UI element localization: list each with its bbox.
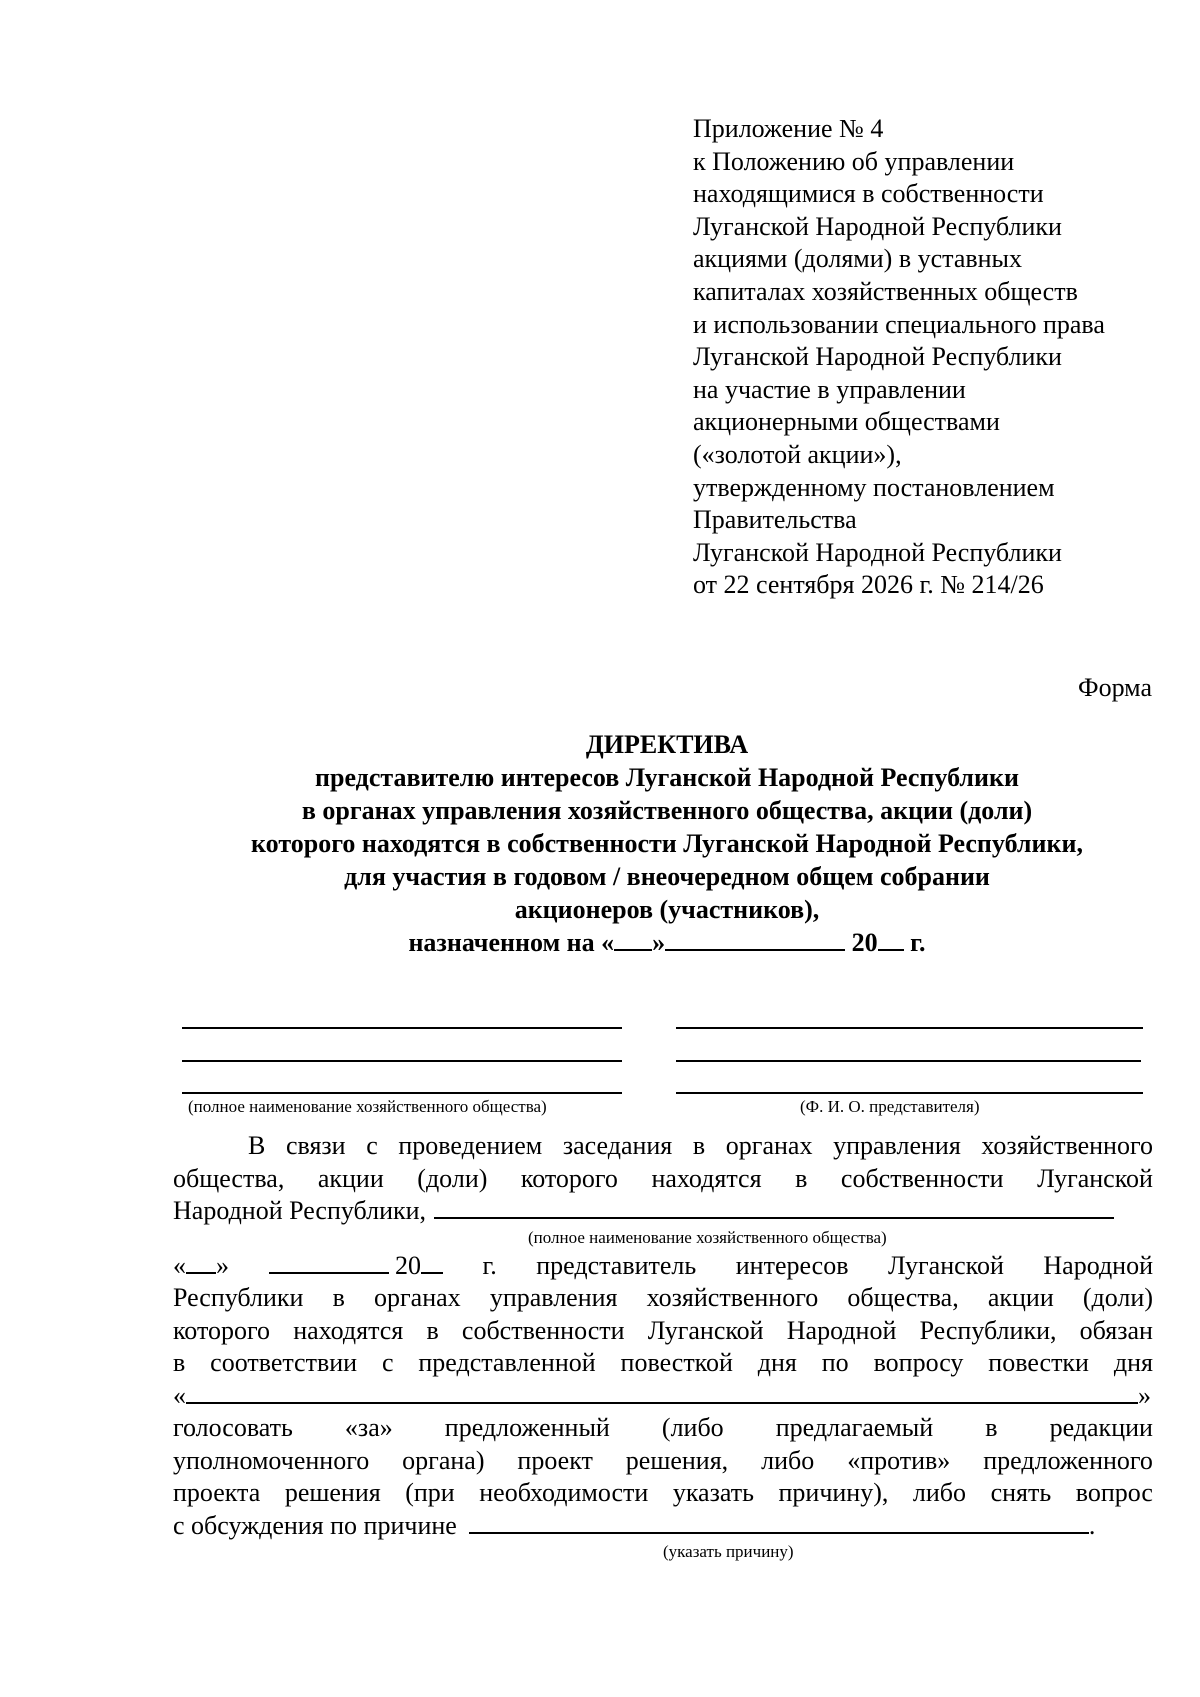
- date-day-blank[interactable]: [614, 927, 652, 951]
- body-word: находятся: [293, 1315, 404, 1345]
- body-word: предложенного: [983, 1445, 1153, 1475]
- appendix-line: к Положению об управлении: [693, 146, 1015, 176]
- body-word: либо: [912, 1478, 967, 1507]
- company-name-line-1[interactable]: [182, 1027, 622, 1029]
- body-word: акции: [317, 1163, 384, 1193]
- date-prefix: назначенном на «: [408, 928, 615, 957]
- title-line-6: [0, 926, 1200, 959]
- body-text-segment: с обсуждения по причине: [173, 1510, 457, 1540]
- agenda-open-quote: «: [173, 1380, 186, 1410]
- body-word: предлагаемый: [775, 1413, 934, 1442]
- body-word: необходимости: [479, 1478, 649, 1507]
- company-name-line-2[interactable]: [182, 1060, 622, 1062]
- year-blank[interactable]: [421, 1250, 443, 1274]
- form-label: Форма: [1078, 673, 1152, 702]
- appendix-line: Луганской Народной Республики: [693, 211, 1062, 241]
- body-line: [173, 1195, 1153, 1228]
- appendix-line: утвержденному постановлением: [693, 472, 1055, 502]
- body-word: с: [366, 1131, 378, 1160]
- caption-reason: (указать причину): [663, 1542, 794, 1561]
- body-word: в: [173, 1348, 186, 1377]
- body-word: г.: [482, 1250, 497, 1280]
- body-paragraphs: [173, 1130, 1153, 1564]
- body-word: Республики: [173, 1283, 304, 1312]
- body-word: проекта: [173, 1478, 261, 1507]
- body-line: [173, 1315, 1153, 1348]
- body-word: Луганской: [647, 1315, 764, 1345]
- body-word: указать: [672, 1478, 754, 1507]
- body-line: [173, 1130, 1153, 1163]
- title-line-4: для участия в годовом / внеочередном общем собрании: [344, 862, 990, 891]
- body-line: [173, 1347, 1153, 1380]
- body-word: соответствии: [210, 1348, 358, 1377]
- date-month-blank[interactable]: [665, 927, 845, 951]
- body-word: проведением: [398, 1131, 543, 1160]
- date-mid: »: [652, 928, 666, 957]
- appendix-line: капиталах хозяйственных обществ: [693, 276, 1078, 306]
- date-month-year: 20: [269, 1250, 444, 1283]
- body-word: (доли): [1082, 1283, 1153, 1312]
- body-word: предложенный: [444, 1413, 610, 1442]
- reason-blank[interactable]: [469, 1510, 1089, 1534]
- caption-company-name: (полное наименование хозяйственного общества): [188, 1097, 547, 1116]
- body-word: интересов: [735, 1250, 849, 1280]
- body-line: [173, 1412, 1153, 1445]
- appendix-line: и использовании специального права: [693, 309, 1105, 339]
- body-word: которого: [520, 1163, 618, 1193]
- body-line: [173, 1282, 1153, 1315]
- body-word: Луганской: [1037, 1163, 1153, 1193]
- body-word: которого: [173, 1315, 271, 1345]
- date-year: 20: [851, 928, 878, 957]
- body-text-segment: Народной Республики,: [173, 1196, 427, 1225]
- body-word: редакции: [1049, 1413, 1153, 1442]
- body-word: в: [795, 1163, 808, 1193]
- body-line: [173, 1163, 1153, 1196]
- body-word: Луганской: [888, 1250, 1004, 1280]
- body-word: управления: [833, 1131, 961, 1160]
- title-heading: ДИРЕКТИВА: [585, 730, 749, 759]
- body-word: общества,: [847, 1283, 959, 1312]
- day-blank[interactable]: [186, 1250, 216, 1274]
- body-word: (либо: [661, 1413, 724, 1442]
- date-year-blank[interactable]: [878, 927, 904, 951]
- body-word: повесткой: [620, 1348, 733, 1377]
- appendix-header: [693, 113, 1105, 602]
- date-suffix: г.: [910, 928, 926, 957]
- body-word: органах: [374, 1283, 461, 1312]
- representative-name-line-2[interactable]: [676, 1060, 1141, 1062]
- body-line: [173, 1380, 1153, 1413]
- title-line-5: акционеров (участников),: [514, 895, 820, 924]
- body-word: причину),: [778, 1478, 889, 1507]
- body-word: находятся: [651, 1163, 762, 1193]
- body-word: вопросу: [873, 1348, 964, 1377]
- directive-title: [0, 728, 1200, 959]
- body-word: хозяйственного: [981, 1131, 1153, 1160]
- appendix-line: Приложение № 4: [693, 114, 884, 143]
- body-word: собственности: [840, 1163, 1004, 1193]
- body-text-segment: .: [1088, 1510, 1096, 1540]
- appendix-line: Луганской Народной Республики: [693, 342, 1062, 372]
- appendix-line: акционерными обществами: [693, 407, 1000, 437]
- company-name-line-3[interactable]: [182, 1092, 622, 1094]
- agenda-close-quote: »: [1138, 1380, 1151, 1410]
- representative-name-line-3[interactable]: [676, 1092, 1143, 1094]
- agenda-question-blank[interactable]: [186, 1380, 1138, 1404]
- body-word: Республики,: [919, 1315, 1057, 1345]
- body-word: собственности: [461, 1315, 625, 1345]
- body-word: в: [426, 1315, 439, 1345]
- body-word: по: [821, 1348, 849, 1377]
- body-word: «против»: [847, 1445, 951, 1475]
- body-word: с: [381, 1348, 394, 1377]
- body-word: либо: [761, 1445, 815, 1475]
- body-word: «за»: [344, 1413, 393, 1442]
- body-word: хозяйственного: [646, 1283, 819, 1312]
- body-word: вопрос: [1075, 1478, 1153, 1507]
- appendix-line: на участие в управлении: [693, 374, 966, 404]
- body-line: [173, 1445, 1153, 1478]
- body-word: органа): [402, 1445, 485, 1475]
- appendix-line: («золотой акции»),: [693, 439, 902, 469]
- appendix-line: Луганской Народной Республики: [693, 537, 1062, 567]
- body-word: связи: [285, 1131, 346, 1160]
- body-word: проект: [517, 1445, 593, 1475]
- body-line: [173, 1477, 1153, 1510]
- body-word: (при: [405, 1478, 455, 1507]
- body-word: представитель: [536, 1250, 697, 1280]
- title-line-3: которого находятся в собственности Луганской Народной Республики,: [251, 829, 1083, 858]
- body-word: снять: [990, 1478, 1052, 1507]
- body-line: [173, 1510, 1153, 1543]
- body-word: голосовать: [173, 1413, 293, 1442]
- title-line-2: в органах управления хозяйственного общества, акции (доли): [301, 796, 1033, 825]
- body-word: в: [985, 1413, 998, 1442]
- date-open-quote: « »: [173, 1250, 229, 1280]
- appendix-line: Правительства: [693, 505, 857, 535]
- body-word: общества,: [173, 1163, 285, 1193]
- caption-company-name-2: (полное наименование хозяйственного общества): [528, 1227, 887, 1247]
- body-word: акции: [987, 1283, 1054, 1312]
- company-name-blank[interactable]: [434, 1195, 1114, 1219]
- body-word: в: [692, 1131, 706, 1160]
- caption-representative: (Ф. И. О. представителя): [800, 1097, 980, 1116]
- title-line-1: представителю интересов Луганской Народной Республики: [315, 763, 1019, 792]
- body-line: [173, 1250, 1153, 1283]
- body-word: представленной: [418, 1348, 596, 1377]
- body-word: обязан: [1079, 1315, 1153, 1345]
- body-word: В: [248, 1131, 266, 1160]
- body-word: Народной: [786, 1315, 897, 1345]
- appendix-line: находящимися в собственности: [693, 179, 1044, 209]
- body-word: дня: [1113, 1348, 1153, 1377]
- body-word: Народной: [1043, 1250, 1153, 1280]
- body-word: органах: [725, 1131, 813, 1160]
- body-word: управления: [489, 1283, 618, 1312]
- representative-name-line-1[interactable]: [676, 1027, 1143, 1029]
- month-blank[interactable]: [269, 1250, 389, 1274]
- body-word: (доли): [417, 1163, 488, 1193]
- body-word: в: [332, 1283, 345, 1312]
- body-word: дня: [757, 1348, 797, 1377]
- appendix-line: акциями (долями) в уставных: [693, 244, 1023, 274]
- body-word: повестки: [988, 1348, 1089, 1377]
- body-word: заседания: [562, 1131, 673, 1160]
- body-word: уполномоченного: [173, 1445, 370, 1475]
- body-word: решения: [284, 1478, 381, 1507]
- body-word: решения,: [625, 1445, 729, 1475]
- appendix-line: от 22 сентября 2026 г. № 214/26: [693, 570, 1044, 600]
